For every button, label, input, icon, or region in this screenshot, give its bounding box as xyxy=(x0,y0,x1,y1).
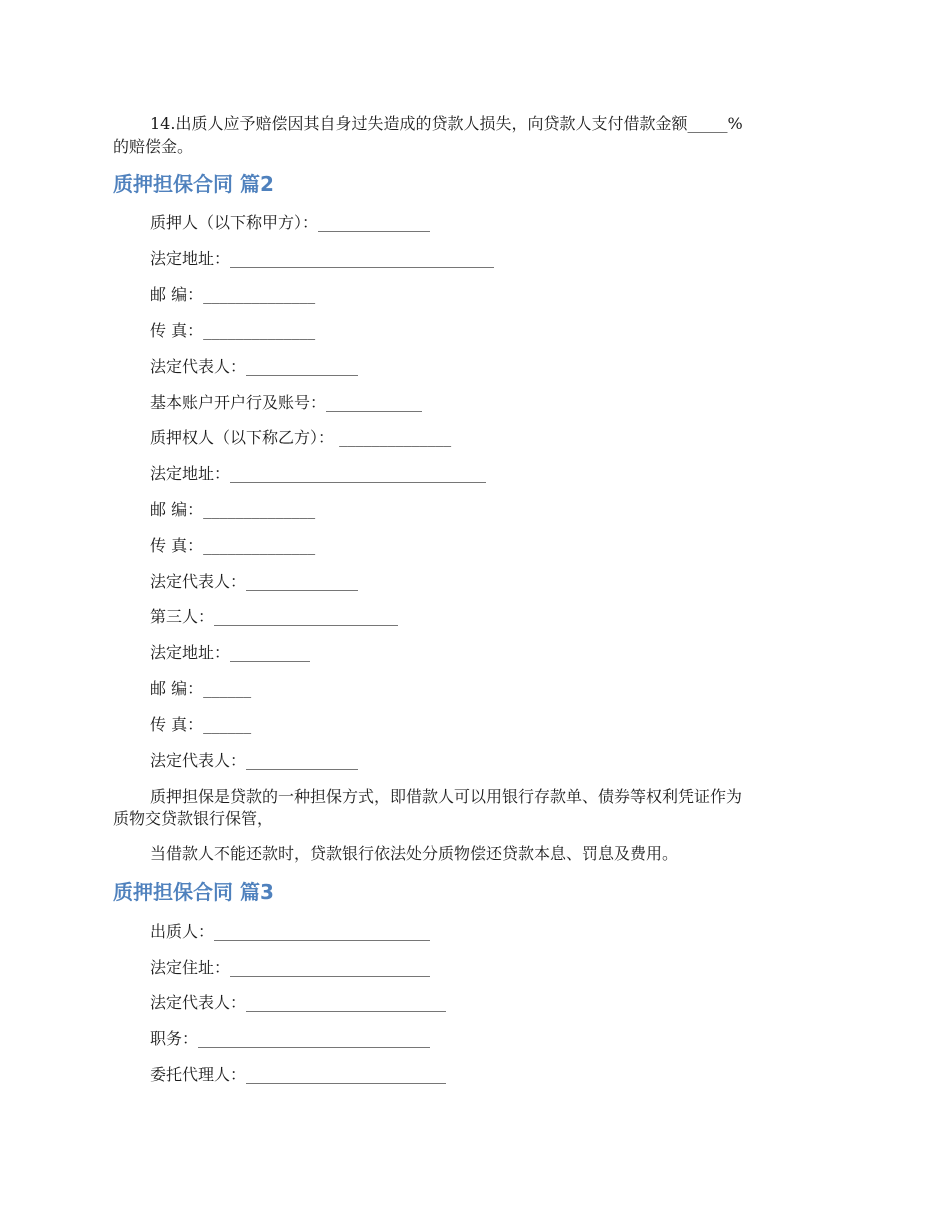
s2-field-postcode-c: 邮 编：______ xyxy=(150,679,252,698)
s2-field-fax-a: 传 真：______________ xyxy=(150,321,316,340)
s3-field-address: 法定住址：_________________________ xyxy=(150,958,431,977)
s2-paragraph-2: 当借款人不能还款时，贷款银行依法处分质物偿还贷款本息、罚息及费用。 xyxy=(150,844,679,863)
s2-field-address-b: 法定地址：________________________________ xyxy=(150,464,487,483)
s2-field-fax-c: 传 真：______ xyxy=(150,715,252,734)
s2-paragraph-1-line-2: 质物交贷款银行保管， xyxy=(113,809,274,828)
intro-line-2: 的赔偿金。 xyxy=(113,137,194,156)
s2-field-postcode-a: 邮 编：______________ xyxy=(150,285,316,304)
s2-field-address-c: 法定地址：__________ xyxy=(150,643,311,662)
s2-field-fax-b: 传 真：______________ xyxy=(150,536,316,555)
s2-field-rep-b: 法定代表人：______________ xyxy=(150,572,359,591)
s2-field-bank-account: 基本账户开户行及账号：____________ xyxy=(150,393,423,412)
s2-field-postcode-b: 邮 编：______________ xyxy=(150,500,316,519)
section-3-heading: 质押担保合同 篇3 xyxy=(113,880,274,904)
s2-paragraph-1-line-1: 质押担保是贷款的一种担保方式，即借款人可以用银行存款单、债券等权利凭证作为 xyxy=(150,787,743,806)
s3-field-position: 职务：_____________________________ xyxy=(150,1029,431,1048)
s2-field-rep-c: 法定代表人：______________ xyxy=(150,751,359,770)
s2-field-rep-a: 法定代表人：______________ xyxy=(150,357,359,376)
s2-field-address-a: 法定地址：_________________________________ xyxy=(150,249,495,268)
s3-field-pledgor: 出质人：___________________________ xyxy=(150,922,431,941)
s2-field-party-b: 质押权人（以下称乙方）： ______________ xyxy=(150,428,452,447)
s3-field-rep: 法定代表人：_________________________ xyxy=(150,993,447,1012)
s2-field-third-party: 第三人：_______________________ xyxy=(150,607,399,626)
s3-field-agent: 委托代理人：_________________________ xyxy=(150,1065,447,1084)
intro-line-1: 14.出质人应予赔偿因其自身过失造成的贷款人损失，向贷款人支付借款金额_____% xyxy=(150,114,743,133)
section-2-heading: 质押担保合同 篇2 xyxy=(113,172,274,196)
s2-field-party-a: 质押人（以下称甲方）：______________ xyxy=(150,213,431,232)
